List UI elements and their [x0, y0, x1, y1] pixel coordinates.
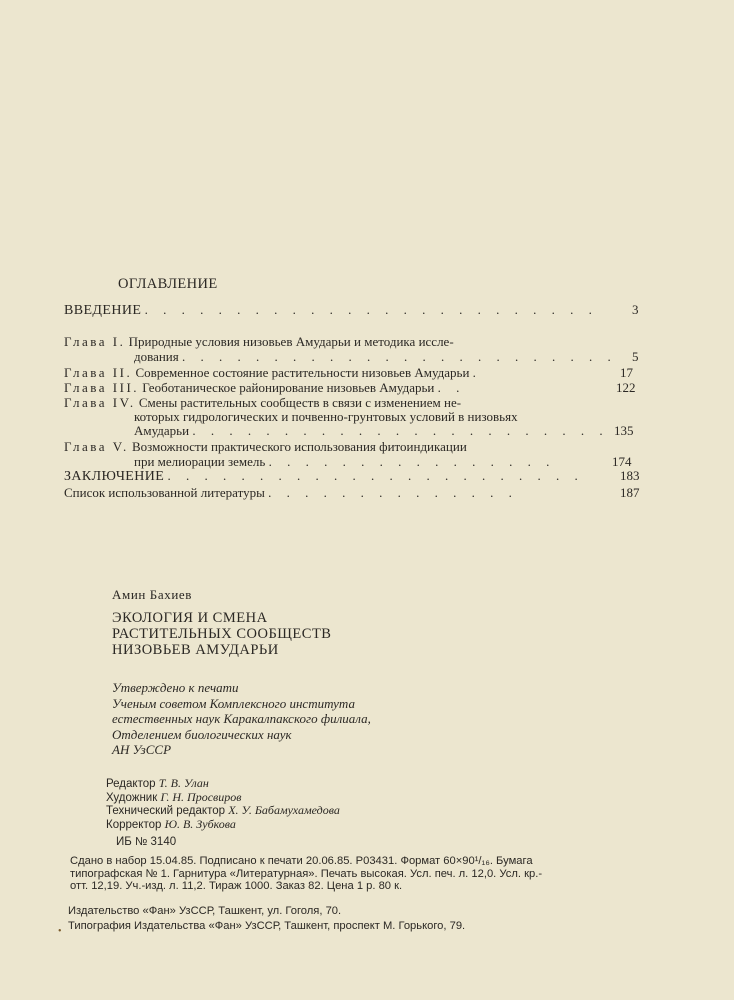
chapter-title: Природные условия низовьев Амударьи и методика иссле- [128, 334, 454, 349]
chapter-prefix: Глава III. [64, 380, 140, 395]
dot-leader: . . . . . . . . . . . . . . . . . . . . . . . . . [144, 302, 598, 317]
imprint-line: типографская № 1. Гарнитура «Литературная». Печать высокая. Усл. печ. л. 12,0. Усл. кр.- [70, 867, 543, 880]
toc-entry-chapter-4 [64, 396, 664, 410]
toc-entry-chapter-4-cont2 [134, 424, 734, 438]
credit-role: Художник [106, 791, 158, 804]
publisher-block [68, 904, 465, 933]
dot-leader: . . . . . . . . . . . . . . . . . . . . . . . [167, 468, 584, 483]
credit-role: Технический редактор [106, 805, 225, 817]
approval-line: естественных наук Каракалпакского филиала, [112, 711, 371, 726]
dot-leader: . . . . . . . . . . . . . . . . . . . . . . . [192, 423, 609, 438]
approval-line: Отделением биологических наук [112, 726, 292, 742]
chapter-prefix: Глава II. [64, 365, 133, 380]
book-title [112, 610, 331, 658]
toc-entry-chapter-1 [64, 335, 664, 349]
book-title-line: РАСТИТЕЛЬНЫХ СООБЩЕСТВ [112, 626, 332, 642]
approval-line: АН УзССР [112, 742, 172, 757]
imprint-block [70, 855, 670, 893]
credit-role: Редактор [106, 778, 156, 790]
dot-leader: . . [437, 380, 466, 395]
approval-line: Ученым советом Комплексного института [112, 695, 355, 711]
credit-line [106, 777, 340, 791]
toc-page-number: 17 [620, 365, 633, 380]
toc-page-number: 135 [614, 423, 634, 438]
approval-note [112, 680, 371, 758]
book-title-line: НИЗОВЬЕВ АМУДАРЬИ [112, 642, 279, 658]
chapter-title: Геоботаническое районирование низовьев Амударьи [142, 380, 435, 395]
toc-page-number: 122 [616, 380, 636, 395]
credit-person: Г. Н. Просвиров [160, 789, 242, 804]
toc-entry-conclusion [64, 469, 664, 484]
dot-leader: . . . . . . . . . . . . . . [268, 485, 518, 500]
toc-entry-chapter-2 [64, 366, 664, 380]
chapter-title: Современное состояние растительности низовьев Амударьи [135, 365, 470, 380]
toc-page-number: 174 [612, 454, 632, 469]
toc-entry-chapter-5-cont [134, 455, 734, 469]
toc-entry-intro [64, 303, 664, 318]
toc-entry-chapter-5 [64, 440, 664, 454]
chapter-title: Возможности практического использования фитоиндикации [132, 439, 467, 454]
credit-line [106, 791, 340, 805]
chapter-title-cont: дования [134, 349, 179, 364]
ib-number: ИБ № 3140 [116, 836, 177, 848]
credits-block [106, 777, 340, 831]
credit-person: Х. У. Бабамухамедова [228, 803, 340, 817]
chapter-prefix: Глава IV. [64, 395, 136, 410]
chapter-title-cont: которых гидрологических и почвенно-грунтовых условий в низовьях [134, 409, 518, 424]
toc-page-number: 5 [632, 349, 639, 364]
author-name: Амин Бахиев [112, 587, 192, 602]
imprint-line: Сдано в набор 15.04.85. Подписано к печати 20.06.85. Р03431. Формат 60×90¹/₁₆. Бумага [70, 855, 533, 867]
toc-conclusion-label: ЗАКЛЮЧЕНИЕ [64, 469, 165, 484]
toc-page-number: 183 [620, 468, 640, 483]
toc-references-label: Список использованной литературы [64, 485, 265, 500]
credit-role: Корректор [106, 818, 162, 831]
publisher-line: Издательство «Фан» УзССР, Ташкент, ул. Гоголя, 70. [68, 905, 342, 917]
chapter-prefix: Глава I. [64, 334, 126, 349]
toc-entry-chapter-1-cont [134, 350, 734, 364]
approval-line: Утверждено к печати [112, 680, 239, 695]
dot-leader: . . . . . . . . . . . . . . . . . . . . . . . . [182, 349, 617, 364]
credit-person: Ю. В. Зубкова [164, 816, 236, 831]
credit-line [106, 818, 340, 832]
chapter-title-cont: Амударьи [134, 423, 190, 438]
imprint-line: отт. 12,19. Уч.-изд. л. 11,2. Тираж 1000. Заказ 82. Цена 1 р. 80 к. [70, 880, 403, 892]
toc-title: ОГЛАВЛЕНИЕ [118, 276, 218, 292]
chapter-prefix: Глава V. [64, 439, 129, 454]
toc-page-number: 3 [632, 302, 639, 317]
chapter-title-cont: при мелиорации земель [134, 454, 266, 469]
toc-entry-chapter-3 [64, 381, 664, 395]
credit-line [106, 804, 340, 818]
credit-person: Т. В. Улан [158, 776, 209, 790]
chapter-title: Смены растительных сообществ в связи с изменением не- [138, 395, 462, 410]
ink-mark-icon: • [58, 926, 62, 937]
book-title-line: ЭКОЛОГИЯ И СМЕНА [112, 610, 268, 626]
publisher-line: Типография Издательства «Фан» УзССР, Ташкент, проспект М. Горького, 79. [68, 919, 466, 932]
dot-leader: . . . . . . . . . . . . . . . . [268, 454, 556, 469]
dot-leader: . [472, 365, 476, 380]
toc-page-number: 187 [620, 485, 640, 500]
toc-intro-label: ВВЕДЕНИЕ [64, 303, 142, 318]
toc-entry-chapter-4-cont [134, 410, 734, 424]
toc-entry-references [64, 486, 664, 500]
